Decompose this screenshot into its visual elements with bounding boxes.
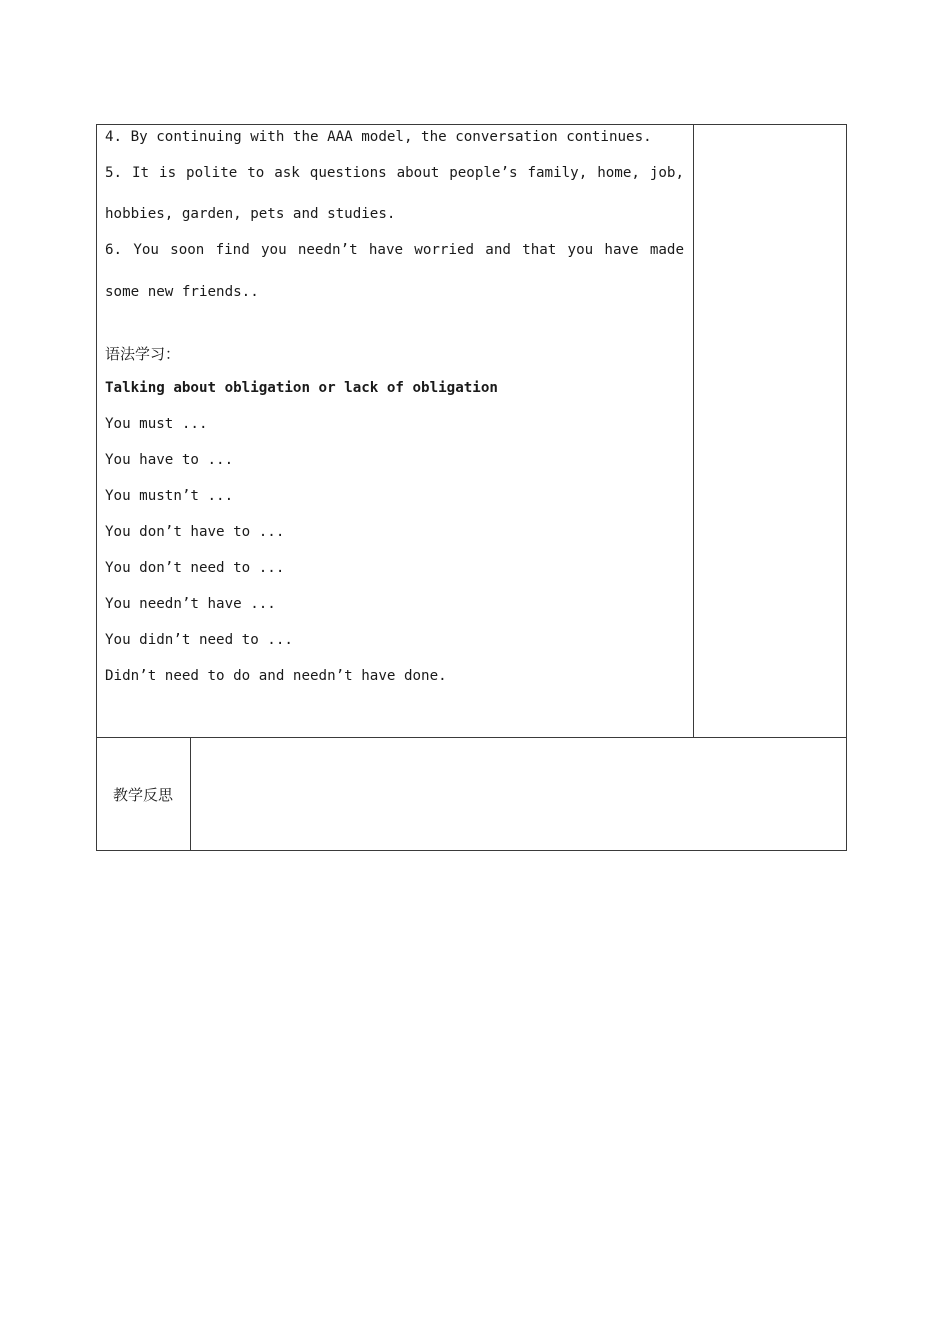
point-5-continued: hobbies, garden, pets and studies. (105, 206, 396, 222)
point-5: 5. It is polite to ask questions about people’s family, home, job, (105, 165, 684, 181)
point-6: 6. You soon find you needn’t have worried and that you have made (105, 242, 684, 258)
grammar-heading: 语法学习： (105, 345, 181, 363)
reflection-label: 教学反思 (112, 785, 173, 804)
example-item: You must ... (105, 416, 208, 432)
example-item: You don’t need to ... (105, 560, 285, 576)
grammar-title: Talking about obligation or lack of obligation (105, 380, 498, 396)
example-item: You didn’t need to ... (105, 632, 293, 648)
example-item: You mustn’t ... (105, 488, 234, 504)
example-item: You have to ... (105, 452, 234, 468)
example-item: Didn’t need to do and needn’t have done. (105, 668, 447, 684)
reflection-content (191, 738, 846, 850)
example-item: You needn’t have ... (105, 596, 276, 612)
point-6-continued: some new friends.. (105, 284, 259, 300)
point-4: 4. By continuing with the AAA model, the conversation continues. (105, 129, 652, 145)
example-item: You don’t have to ... (105, 524, 285, 540)
notes-column (694, 125, 846, 737)
